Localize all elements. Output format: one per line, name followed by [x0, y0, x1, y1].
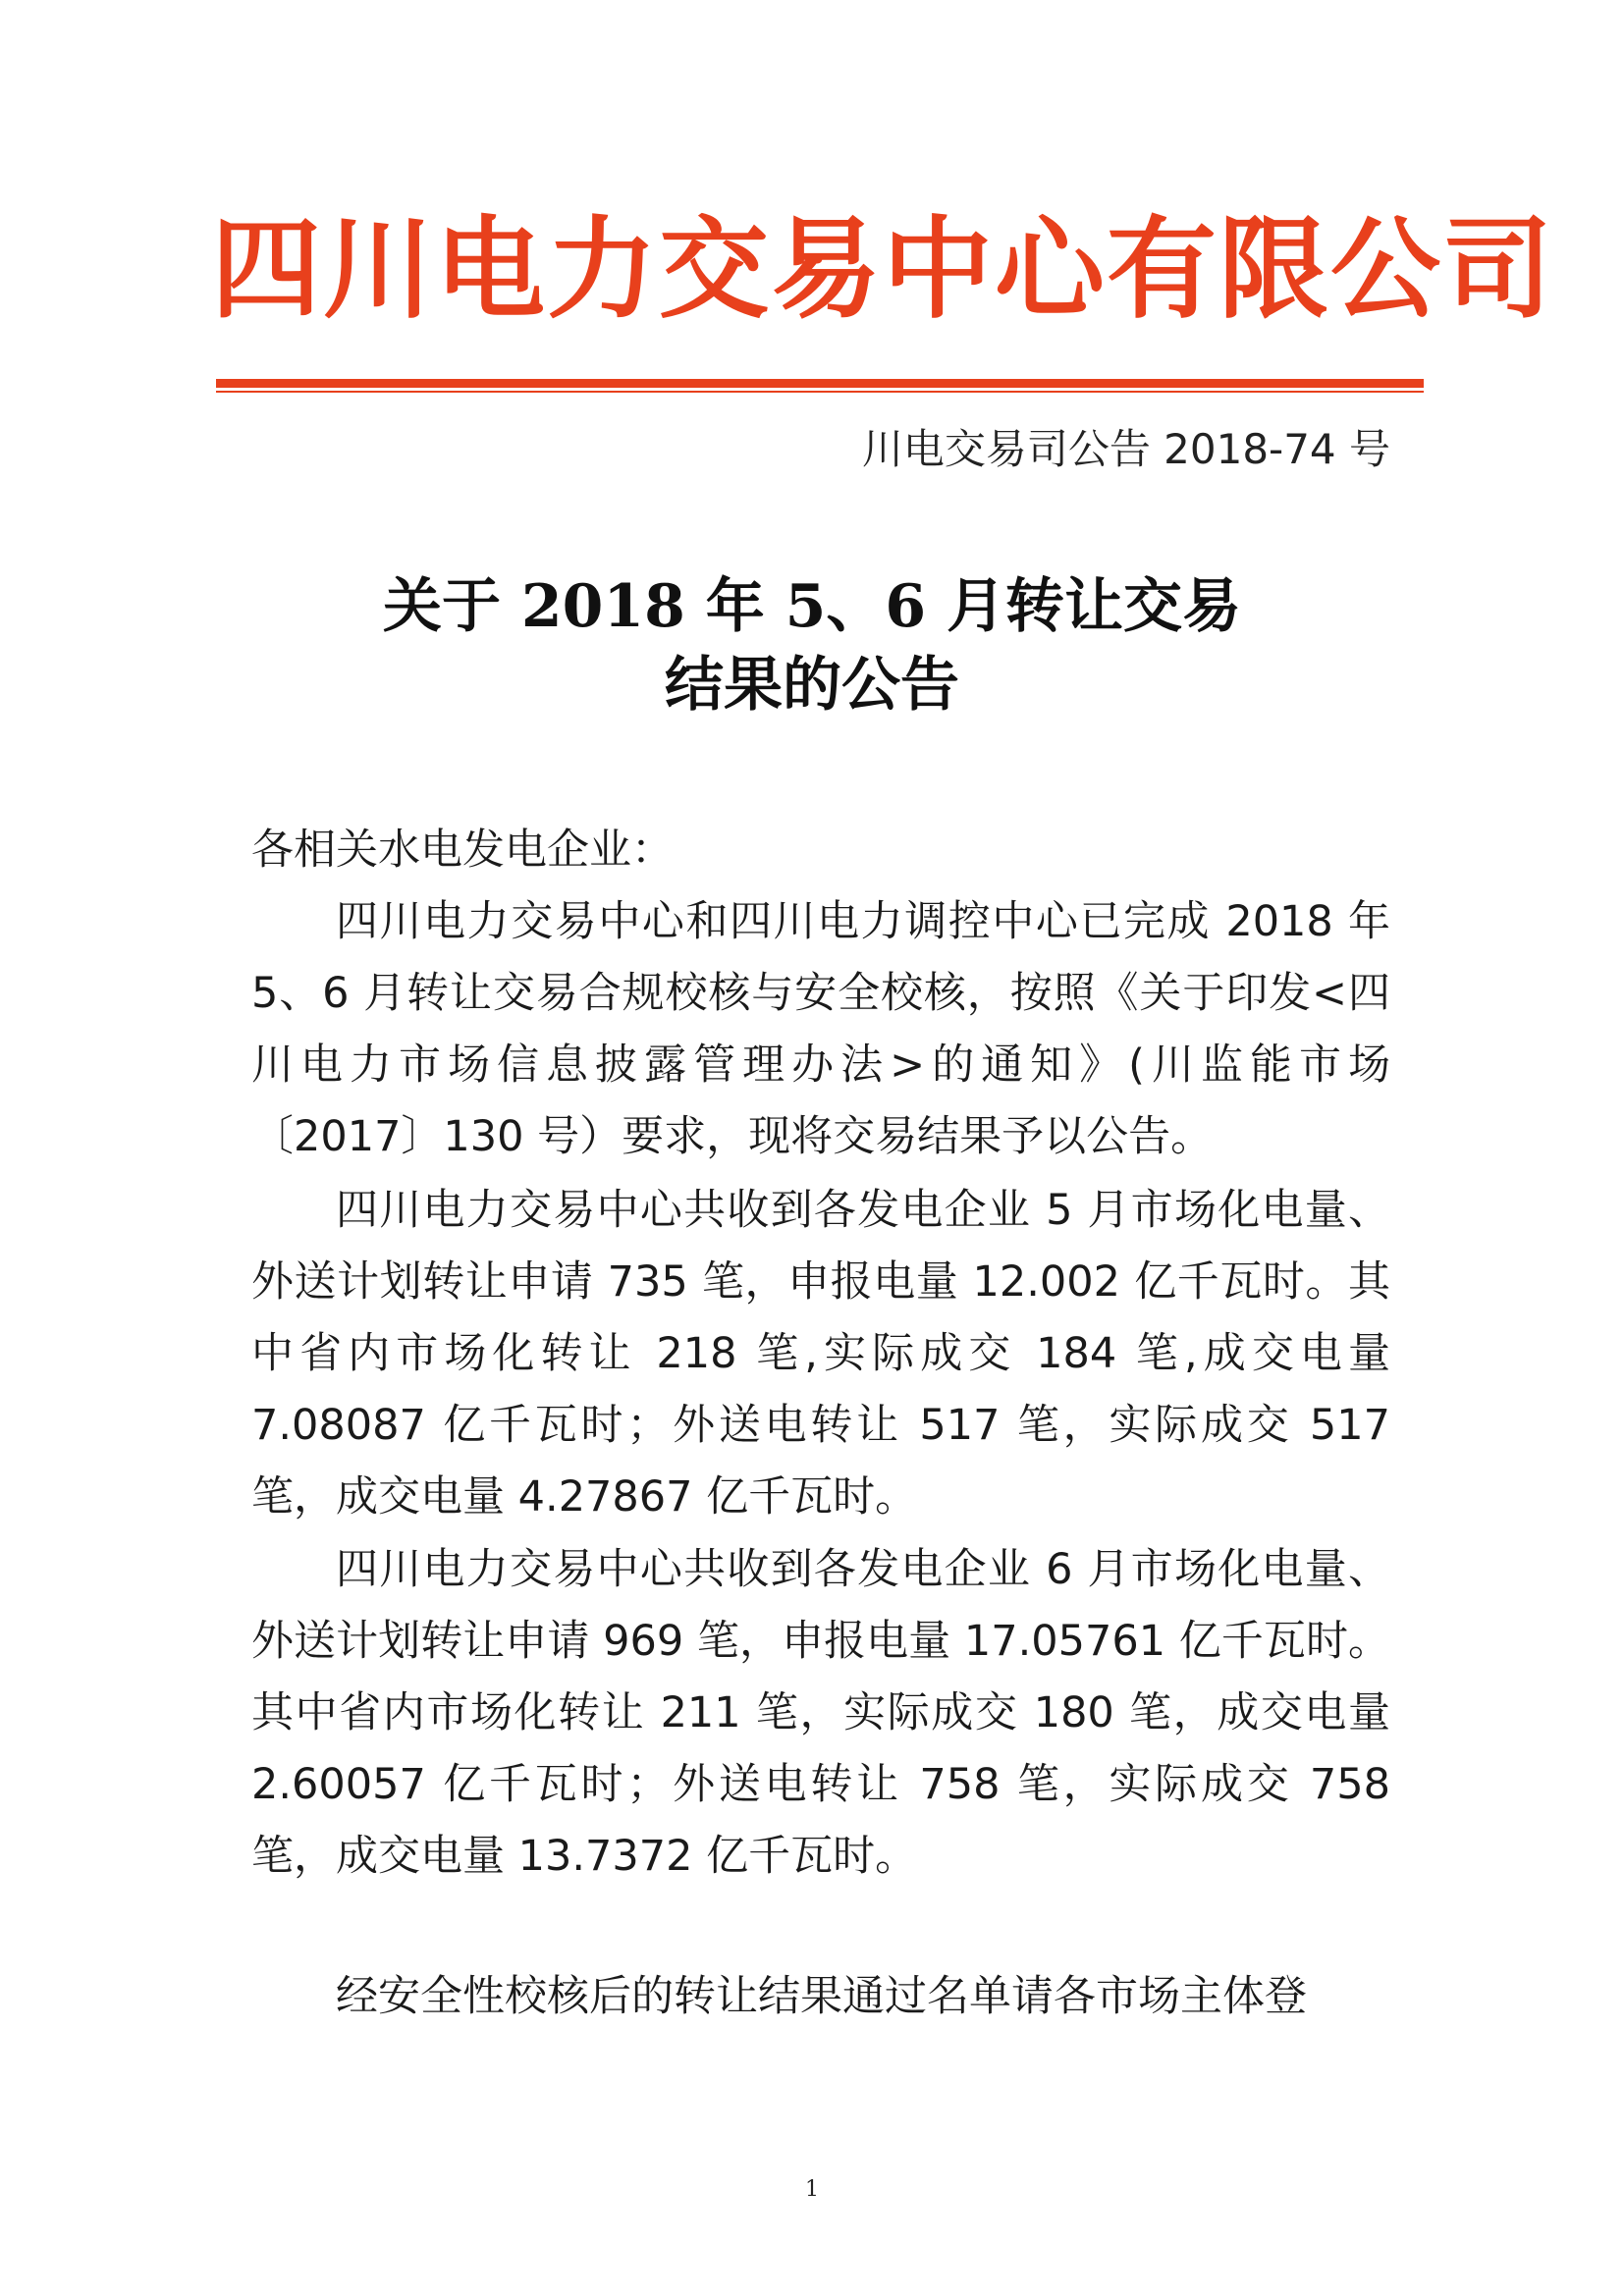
paragraph: 四川电力交易中心共收到各发电企业 6 月市场化电量、外送计划转让申请 969 笔，申报电量 17.05761 亿千瓦时。其中省内市场化转让 211 笔，实际成交 180 笔，成交电量 2.60057 亿千瓦时；外送电转让 758 笔，实际成交 758 笔，成交电量 13.7372 亿千瓦时。 — [251, 1545, 1390, 1881]
letterhead-rule-thin — [216, 391, 1424, 393]
paragraph: 经安全性校核后的转让结果通过名单请各市场主体登 — [336, 1972, 1307, 2021]
paragraph: 四川电力交易中心和四川电力调控中心已完成 2018 年 5、6 月转让交易合规校核与安全校核，按照《关于印发<四川电力市场信息披露管理办法>的通知》(川监能市场〔2017〕130 号）要求，现将交易结果予以公告。 — [251, 897, 1390, 1161]
document-title-line-1: 关于 2018 年 5、6 月转让交易 — [382, 572, 1242, 641]
letterhead-organization: 四川电力交易中心有限公司 — [211, 206, 1554, 334]
document-number: 川电交易司公告 2018-74 号 — [861, 425, 1390, 473]
page-number: 1 — [805, 2177, 819, 2202]
letterhead-rule — [216, 379, 1424, 388]
document-title-line-2: 结果的公告 — [665, 651, 959, 720]
paragraph: 四川电力交易中心共收到各发电企业 5 月市场化电量、外送计划转让申请 735 笔，申报电量 12.002 亿千瓦时。其中省内市场化转让 218 笔,实际成交 184 笔,成交电量 7.08087 亿千瓦时；外送电转让 517 笔，实际成交 517 笔，成交电量 4.27867 亿千瓦时。 — [251, 1186, 1390, 1522]
salutation: 各相关水电发电企业： — [251, 826, 674, 875]
